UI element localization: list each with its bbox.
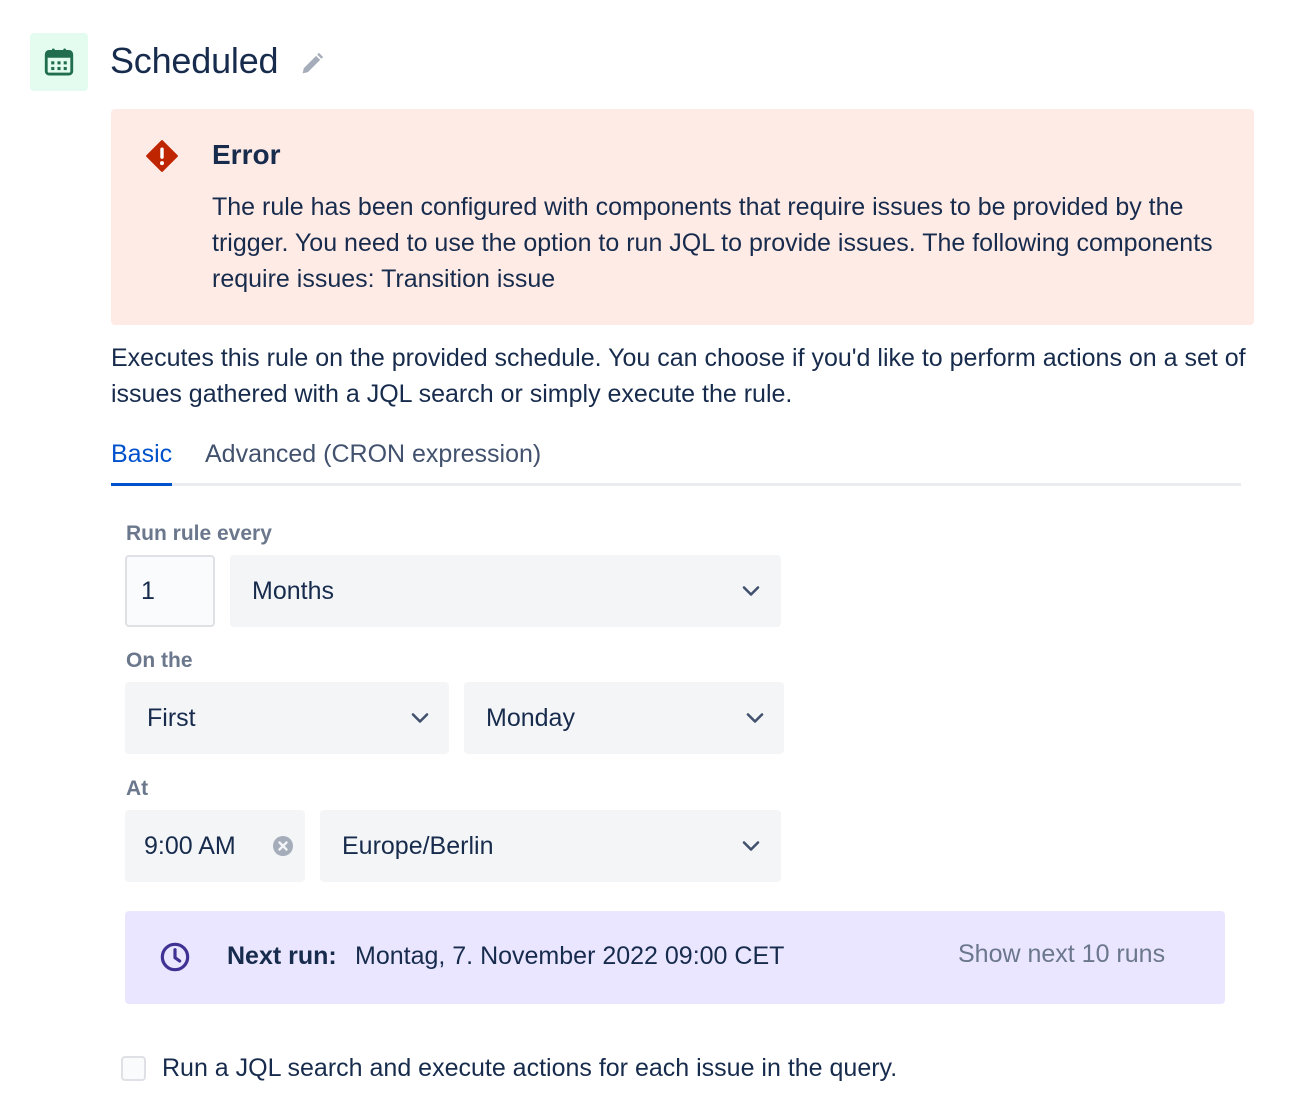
clear-icon[interactable] bbox=[271, 834, 295, 858]
error-message: The rule has been configured with components that require issues to be provided by the trigger. You need to use the option to run JQL to provide issues. The following components require issues: Transition issue bbox=[212, 193, 1213, 293]
ordinal-value: First bbox=[147, 703, 196, 732]
next-run-value: Montag, 7. November 2022 09:00 CET bbox=[355, 942, 785, 970]
pencil-icon[interactable] bbox=[298, 50, 326, 78]
error-title: Error bbox=[212, 139, 281, 170]
jql-checkbox-label[interactable]: Run a JQL search and execute actions for each issue in the query. bbox=[162, 1054, 898, 1082]
interval-input[interactable] bbox=[125, 555, 215, 627]
calendar-icon bbox=[30, 33, 88, 91]
chevron-down-icon bbox=[408, 706, 432, 730]
next-run-panel bbox=[125, 911, 1225, 1004]
interval-unit-select[interactable] bbox=[230, 555, 781, 627]
next-run-label: Next run: bbox=[227, 942, 337, 970]
timezone-select[interactable] bbox=[320, 810, 781, 882]
chevron-down-icon bbox=[743, 706, 767, 730]
on-the-label: On the bbox=[126, 649, 193, 672]
time-picker[interactable] bbox=[125, 810, 305, 882]
weekday-select[interactable] bbox=[464, 682, 784, 754]
run-every-label: Run rule every bbox=[126, 522, 272, 545]
jql-checkbox[interactable] bbox=[121, 1056, 146, 1081]
interval-unit-value: Months bbox=[252, 576, 334, 605]
chevron-down-icon bbox=[739, 834, 763, 858]
time-value: 9:00 AM bbox=[144, 831, 236, 860]
chevron-down-icon bbox=[739, 579, 763, 603]
ordinal-select[interactable] bbox=[125, 682, 449, 754]
tab-basic[interactable]: Basic bbox=[111, 440, 172, 486]
page-title: Scheduled bbox=[110, 40, 279, 81]
weekday-value: Monday bbox=[486, 703, 575, 732]
tab-advanced[interactable]: Advanced (CRON expression) bbox=[205, 440, 542, 468]
interval-value: 1 bbox=[141, 576, 155, 605]
error-banner bbox=[111, 109, 1254, 325]
show-next-runs-link[interactable]: Show next 10 runs bbox=[958, 940, 1166, 968]
at-label: At bbox=[126, 777, 149, 800]
error-icon bbox=[145, 139, 179, 173]
tab-bar bbox=[111, 440, 1241, 486]
timezone-value: Europe/Berlin bbox=[342, 831, 494, 860]
clock-icon bbox=[159, 941, 191, 973]
trigger-description: Executes this rule on the provided schedule. You can choose if you'd like to perform actions on a set of issues gathered with a JQL search or simply execute the rule. bbox=[111, 344, 1246, 408]
